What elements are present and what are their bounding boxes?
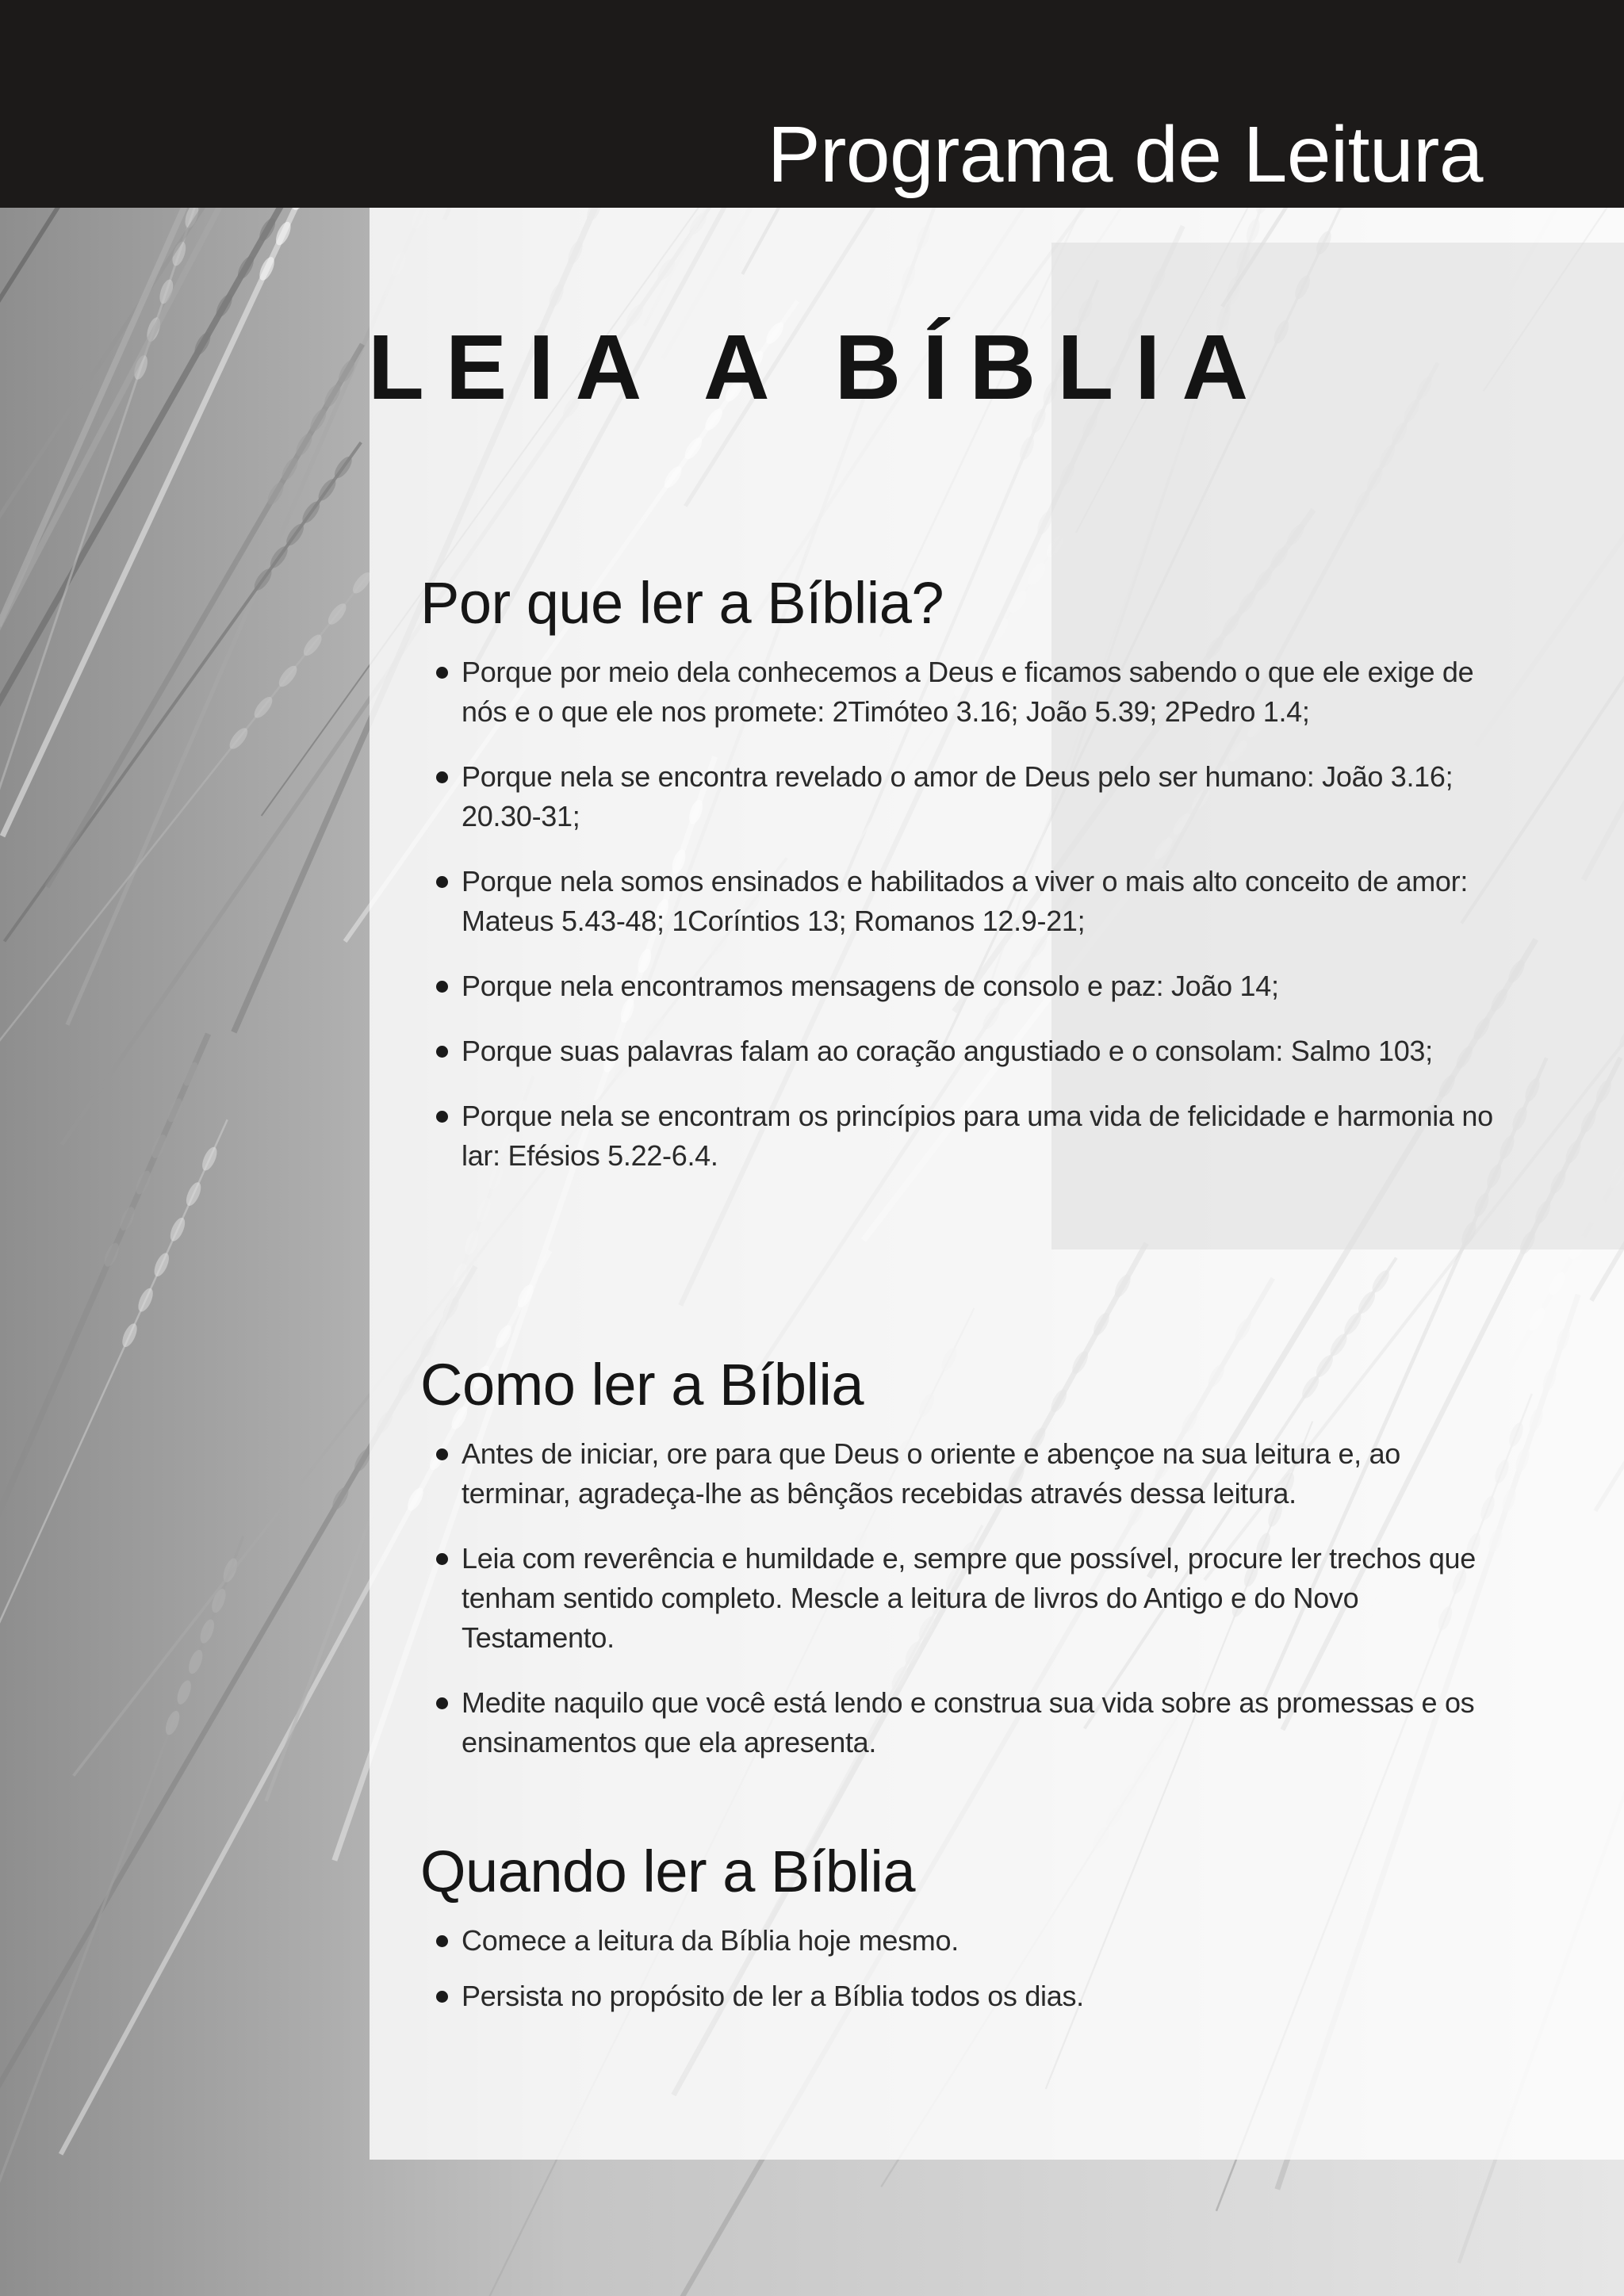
header-bar — [0, 0, 1624, 208]
section-heading: Quando ler a Bíblia — [420, 1839, 916, 1904]
list-item: Medite naquilo que você está lendo e construa sua vida sobre as promessas e os ensinamentos que ela apresenta. — [420, 1683, 1499, 1762]
bullet-list — [420, 1434, 1499, 1762]
section-when-read — [420, 1838, 1499, 2032]
section-heading: Como ler a Bíblia — [420, 1352, 864, 1418]
header-title: Programa de Leitura — [767, 110, 1483, 199]
bullet-icon — [436, 1697, 448, 1709]
bullet-list — [420, 1921, 1499, 2016]
main-title: LEIA A BÍBLIA — [368, 316, 1270, 419]
list-item: Comece a leitura da Bíblia hoje mesmo. — [420, 1921, 1499, 1961]
bullet-icon — [436, 876, 448, 888]
section-how-read — [420, 1351, 1499, 1788]
bullet-list — [420, 652, 1499, 1176]
bullet-icon — [436, 1111, 448, 1123]
list-item: Antes de iniciar, ore para que Deus o oriente e abençoe na sua leitura e, ao terminar, agradeça-lhe as bênçãos recebidas através dessa leitura. — [420, 1434, 1499, 1513]
bullet-icon — [436, 771, 448, 783]
bullet-icon — [436, 1991, 448, 2003]
list-item: Porque nela se encontram os princípios para uma vida de felicidade e harmonia no lar: Efésios 5.22-6.4. — [420, 1096, 1499, 1176]
bullet-icon — [436, 1553, 448, 1565]
bullet-icon — [436, 981, 448, 993]
bullet-icon — [436, 1448, 448, 1460]
list-item: Porque suas palavras falam ao coração angustiado e o consolam: Salmo 103; — [420, 1031, 1499, 1071]
list-item: Porque nela somos ensinados e habilitados a viver o mais alto conceito de amor: Mateus 5.43-48; 1Coríntios 13; Romanos 12.9-21; — [420, 862, 1499, 941]
list-item: Persista no propósito de ler a Bíblia todos os dias. — [420, 1976, 1499, 2016]
section-why-read — [420, 569, 1499, 1201]
list-item: Porque nela se encontra revelado o amor de Deus pelo ser humano: João 3.16; 20.30-31; — [420, 757, 1499, 836]
list-item: Porque por meio dela conhecemos a Deus e ficamos sabendo o que ele exige de nós e o que ele nos promete: 2Timóteo 3.16; João 5.39; 2Pedro 1.4; — [420, 652, 1499, 732]
list-item: Porque nela encontramos mensagens de consolo e paz: João 14; — [420, 966, 1499, 1006]
bullet-icon — [436, 1046, 448, 1058]
bullet-icon — [436, 1935, 448, 1947]
bullet-icon — [436, 667, 448, 679]
section-heading: Por que ler a Bíblia? — [420, 570, 944, 636]
list-item: Leia com reverência e humildade e, sempre que possível, procure ler trechos que tenham sentido completo. Mescle a leitura de livros do Antigo e do Novo Testamento. — [420, 1539, 1499, 1658]
